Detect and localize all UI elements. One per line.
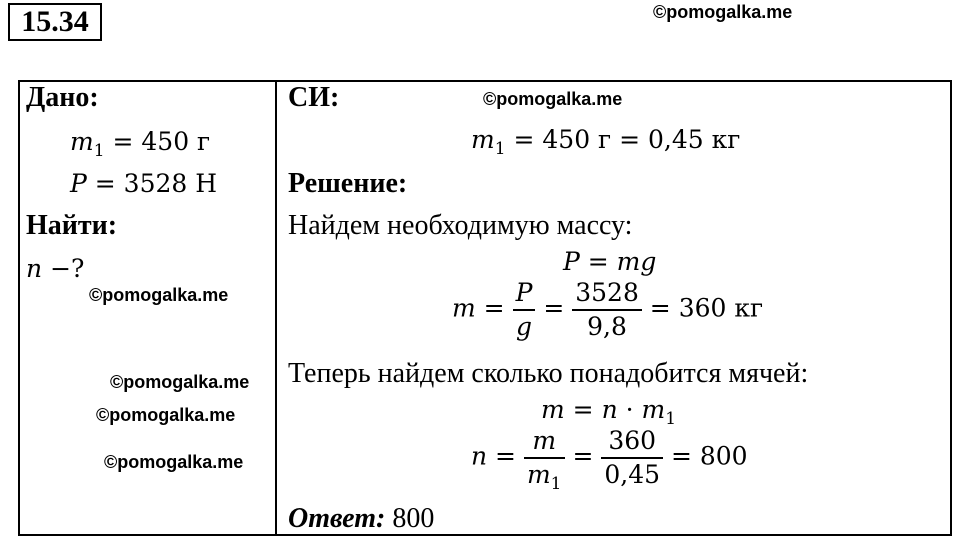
find-header: Найти:	[26, 210, 118, 241]
eq2-equals-1: =	[475, 293, 513, 323]
frac-numerator: P	[515, 278, 533, 307]
equation-total-mass	[541, 394, 677, 429]
solution-line-1: Найдем необходимую массу:	[288, 210, 633, 241]
eq3-sub: 1	[665, 409, 677, 429]
answer	[288, 503, 434, 535]
watermark-left-2: ©pomogalka.me	[110, 372, 250, 392]
frac-numerator: m	[532, 426, 557, 455]
frac-denominator: 0,45	[601, 457, 663, 491]
sub-1: 1	[93, 141, 105, 161]
problem-number: 15.34	[8, 3, 102, 41]
var-n: n	[26, 254, 43, 283]
eq2-lhs: m	[452, 293, 476, 323]
given-mass-value: = 450 г	[112, 127, 211, 156]
table-divider	[275, 80, 277, 536]
watermark-si: ©pomogalka.me	[483, 89, 623, 109]
eq3-dot: ·	[617, 395, 642, 424]
si-mass	[471, 124, 741, 159]
equation-count	[471, 425, 748, 494]
solution-header: Решение:	[288, 168, 408, 199]
find-n-question: −?	[50, 254, 85, 283]
watermark-left-4: ©pomogalka.me	[104, 452, 244, 472]
eq3-m: m	[641, 395, 666, 424]
eq4-lhs: n	[471, 441, 488, 471]
equation-mass	[452, 277, 763, 343]
frac-denominator: g	[513, 309, 536, 343]
solution-line-2: Теперь найдем сколько понадобится мячей:	[288, 358, 809, 389]
eq3-n: n	[601, 395, 618, 424]
fraction-p-over-g	[513, 277, 536, 343]
given-header: Дано:	[26, 82, 99, 113]
watermark-left-1: ©pomogalka.me	[89, 285, 229, 305]
fraction-values	[572, 277, 642, 343]
var-m1: m	[70, 127, 94, 156]
eq2-result: = 360 кг	[641, 293, 764, 323]
eq1-rhs: mg	[616, 247, 657, 276]
eq1-lhs: P	[563, 247, 580, 276]
var-p: P	[70, 169, 87, 198]
si-mass-value: = 450 г = 0,45 кг	[513, 125, 741, 154]
frac-numerator: 360	[608, 426, 657, 455]
den-sub: 1	[550, 474, 562, 494]
answer-label: Ответ:	[288, 503, 386, 534]
eq3-equals: =	[564, 395, 602, 424]
fraction-m-over-m1	[524, 425, 565, 494]
watermark-top: ©pomogalka.me	[653, 2, 793, 22]
frac-denominator	[524, 457, 565, 494]
find-n	[26, 253, 84, 285]
equation-weight	[563, 246, 656, 278]
eq4-result: = 800	[663, 441, 748, 471]
given-mass	[70, 126, 211, 161]
eq3-lhs: m	[541, 395, 565, 424]
frac-numerator: 3528	[575, 278, 639, 307]
eq1-equals: =	[579, 247, 617, 276]
watermark-left-3: ©pomogalka.me	[96, 405, 236, 425]
eq4-equals-1: =	[487, 441, 524, 471]
si-sub-1: 1	[494, 139, 506, 159]
si-var-m1: m	[471, 125, 495, 154]
answer-value: 800	[385, 503, 435, 534]
fraction-values-2	[601, 425, 663, 491]
den-var: m	[526, 460, 551, 489]
frac-denominator: 9,8	[572, 309, 642, 343]
eq4-equals-2: =	[564, 441, 602, 471]
given-weight-value: = 3528 Н	[94, 169, 218, 198]
given-weight	[70, 168, 217, 200]
eq2-equals-2: =	[535, 293, 573, 323]
si-header: СИ:	[288, 82, 340, 113]
